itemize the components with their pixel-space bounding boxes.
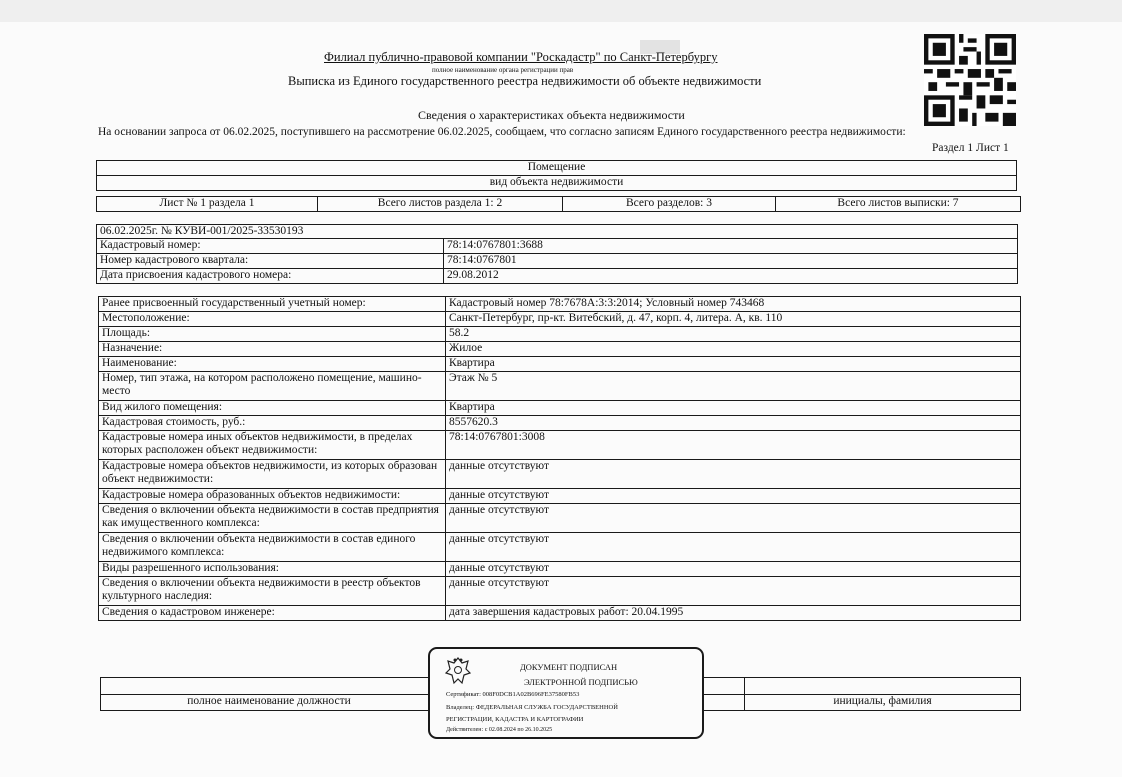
qr-code-icon [924,34,1016,126]
characteristic-row [99,297,1021,312]
characteristic-row [99,372,1021,401]
field-value: 58.2 [446,327,1021,342]
name-caption: инициалы, фамилия [745,695,1021,711]
field-value: данные отсутствуют [446,460,1021,489]
field-label: Кадастровые номера объектов недвижимости, из которых образован объект недвижимости: [99,460,446,489]
field-value: данные отсутствуют [446,577,1021,606]
field-label: Номер, тип этажа, на котором расположено помещение, машино-место [99,372,446,401]
sheet-reference: Раздел 1 Лист 1 [932,142,1009,154]
field-label: Назначение: [99,342,446,357]
identity-row [97,254,1018,269]
characteristic-row [99,606,1021,621]
characteristic-row [99,460,1021,489]
field-value: данные отсутствуют [446,504,1021,533]
sheets-total: Всего листов выписки: 7 [776,197,1021,212]
field-value: 8557620.3 [446,416,1021,431]
characteristics-table [98,296,1021,621]
field-label: Номер кадастрового квартала: [97,254,444,269]
field-label: Кадастровые номера образованных объектов недвижимости: [99,489,446,504]
field-label: Местоположение: [99,312,446,327]
characteristic-row [99,431,1021,460]
field-value: Квартира [446,357,1021,372]
identity-row [97,269,1018,284]
identity-row [97,239,1018,254]
stamp-validity: Действителен: с 02.08.2024 по 26.10.2025 [446,727,553,733]
scan-artifact [0,0,1122,22]
field-label: Площадь: [99,327,446,342]
organization-caption: полное наименование органа регистрации прав [432,66,574,74]
stamp-line-2: ЭЛЕКТРОННОЙ ПОДПИСЬЮ [524,677,638,687]
stamp-line-1: ДОКУМЕНТ ПОДПИСАН [520,662,618,672]
field-value: 78:14:0767801 [444,254,1018,269]
stamp-owner-2: РЕГИСТРАЦИИ, КАДАСТРА И КАРТОГРАФИИ [446,716,584,723]
field-value: Санкт-Петербург, пр-кт. Витебский, д. 47, корп. 4, литера. А, кв. 110 [446,312,1021,327]
section-title: Сведения о характеристиках объекта недвижимости [418,108,685,122]
field-value: дата завершения кадастровых работ: 20.04.1995 [446,606,1021,621]
position-field [101,678,438,695]
stamp-certificate: Сертификат: 008F0DCB1A02B696FE37580FB53 [446,691,580,698]
field-label: Сведения о кадастровом инженере: [99,606,446,621]
object-kind-value: Помещение [97,161,1017,176]
stamp-owner: Владелец: ФЕДЕРАЛЬНАЯ СЛУЖБА ГОСУДАРСТВЕННОЙ [446,704,618,711]
field-label: Наименование: [99,357,446,372]
characteristic-row [99,504,1021,533]
characteristic-row [99,357,1021,372]
field-label: Сведения о включении объекта недвижимости в реестр объектов культурного наследия: [99,577,446,606]
basis-statement: На основании запроса от 06.02.2025, поступившего на рассмотрение 06.02.2025, сообщаем, что согласно записям Единого государственного реестра недвижимости: [98,126,906,138]
electronic-signature-stamp [428,647,704,739]
sections-total: Всего разделов: 3 [563,197,776,212]
document-title: Выписка из Единого государственного реестра недвижимости об объекте недвижимости [288,74,762,88]
field-label: Кадастровые номера иных объектов недвижимости, в пределах которых расположен объект недвижимости: [99,431,446,460]
field-value: 78:14:0767801:3008 [446,431,1021,460]
characteristic-row [99,327,1021,342]
field-label: Сведения о включении объекта недвижимости в состав единого недвижимого комплекса: [99,533,446,562]
characteristic-row [99,312,1021,327]
field-label: Сведения о включении объекта недвижимости в состав предприятия как имущественного комплекса: [99,504,446,533]
characteristic-row [99,489,1021,504]
characteristic-row [99,342,1021,357]
name-field [745,678,1021,695]
object-kind-table [96,160,1017,191]
field-label: Вид жилого помещения: [99,401,446,416]
field-value: данные отсутствуют [446,562,1021,577]
object-kind-caption: вид объекта недвижимости [97,176,1017,191]
sheet-total-section: Всего листов раздела 1: 2 [318,197,563,212]
characteristic-row [99,416,1021,431]
field-value: Жилое [446,342,1021,357]
field-value: Квартира [446,401,1021,416]
field-value: 78:14:0767801:3688 [444,239,1018,254]
coat-of-arms-icon [444,655,472,687]
field-label: Виды разрешенного использования: [99,562,446,577]
field-label: Кадастровая стоимость, руб.: [99,416,446,431]
characteristic-row [99,562,1021,577]
field-label: Ранее присвоенный государственный учетный номер: [99,297,446,312]
extract-date-number: 06.02.2025г. № КУВИ-001/2025-33530193 [97,225,1018,239]
field-value: данные отсутствуют [446,533,1021,562]
field-value: Этаж № 5 [446,372,1021,401]
sheet-info-table [96,196,1021,212]
field-value: данные отсутствуют [446,489,1021,504]
sheet-number: Лист № 1 раздела 1 [97,197,318,212]
characteristic-row [99,401,1021,416]
field-label: Дата присвоения кадастрового номера: [97,269,444,284]
characteristic-row [99,577,1021,606]
field-label: Кадастровый номер: [97,239,444,254]
characteristic-row [99,533,1021,562]
position-caption: полное наименование должности [101,695,438,711]
organization-name: Филиал публично-правовой компании "Роскадастр" по Санкт-Петербургу [324,50,718,64]
field-value: Кадастровый номер 78:7678А:3:3:2014; Условный номер 743468 [446,297,1021,312]
field-value: 29.08.2012 [444,269,1018,284]
identity-table [96,224,1018,284]
